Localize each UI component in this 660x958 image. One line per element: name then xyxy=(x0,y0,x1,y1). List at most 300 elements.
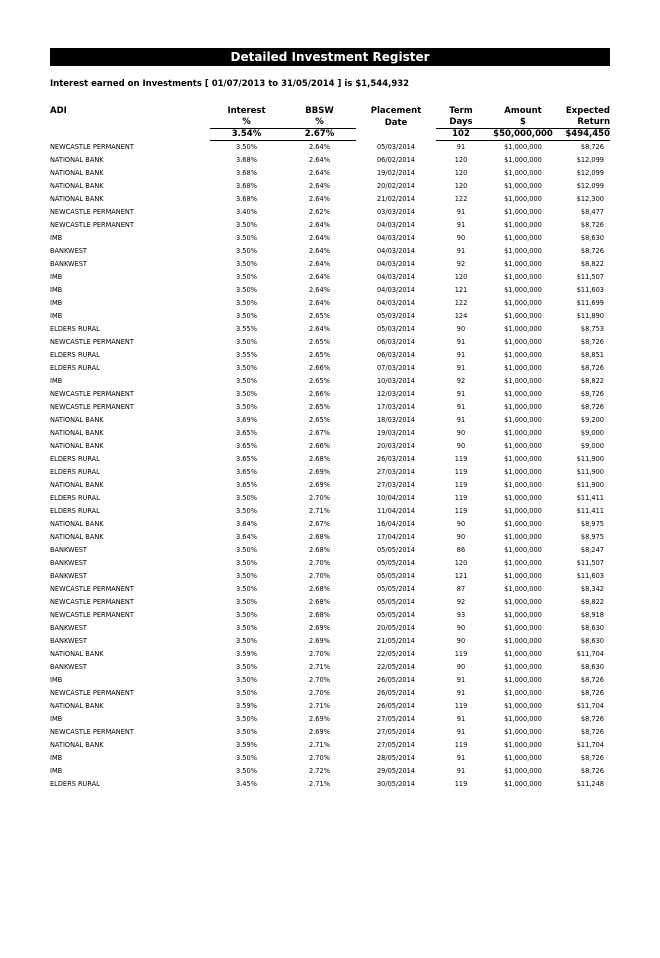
cell-bbsw: 2.68% xyxy=(309,611,330,619)
cell-term-days: 91 xyxy=(456,208,466,216)
cell-placement-date: 04/03/2014 xyxy=(376,273,415,281)
table-row xyxy=(50,193,610,206)
cell-bbsw: 2.68% xyxy=(309,533,330,541)
cell-adi: NEWCASTLE PERMANENT xyxy=(50,598,134,606)
cell-placement-date: 04/03/2014 xyxy=(376,221,415,229)
cell-adi: ELDERS RURAL xyxy=(50,364,100,372)
cell-adi: NATIONAL BANK xyxy=(50,429,104,437)
cell-placement-date: 27/05/2014 xyxy=(376,741,415,749)
cell-bbsw: 2.71% xyxy=(309,507,330,515)
cell-expected-return: $8,851 xyxy=(580,351,604,359)
column-header-bbsw: BBSW xyxy=(305,106,334,116)
cell-placement-date: 05/05/2014 xyxy=(376,598,415,606)
cell-term-days: 86 xyxy=(456,546,466,554)
cell-amount: $1,000,000 xyxy=(504,390,542,398)
cell-adi: NATIONAL BANK xyxy=(50,520,104,528)
cell-term-days: 90 xyxy=(456,624,466,632)
cell-amount: $1,000,000 xyxy=(504,403,542,411)
cell-interest: 3.50% xyxy=(236,767,257,775)
cell-interest: 3.50% xyxy=(236,377,257,385)
table-row xyxy=(50,674,610,687)
cell-bbsw: 2.70% xyxy=(309,689,330,697)
interest-summary-text: Interest earned on Investments [ 01/07/2013 to 31/05/2014 ] is $1,544,932 xyxy=(50,79,410,89)
cell-expected-return: $9,000 xyxy=(580,442,604,450)
cell-interest: 3.50% xyxy=(236,715,257,723)
cell-bbsw: 2.65% xyxy=(309,351,330,359)
cell-expected-return: $8,726 xyxy=(580,143,604,151)
cell-expected-return: $9,000 xyxy=(580,429,604,437)
cell-amount: $1,000,000 xyxy=(504,299,542,307)
column-header-adi-sub xyxy=(50,117,210,129)
cell-term-days: 90 xyxy=(456,533,466,541)
cell-term-days: 91 xyxy=(456,338,466,346)
cell-interest: 3.50% xyxy=(236,598,257,606)
cell-placement-date: 26/05/2014 xyxy=(376,702,415,710)
column-header-term-days: Days xyxy=(449,117,473,127)
table-row xyxy=(50,648,610,661)
cell-term-days: 91 xyxy=(456,364,466,372)
cell-placement-date: 26/03/2014 xyxy=(376,455,415,463)
cell-adi: NEWCASTLE PERMANENT xyxy=(50,585,134,593)
cell-expected-return: $11,507 xyxy=(576,559,604,567)
table-row xyxy=(50,739,610,752)
cell-bbsw: 2.64% xyxy=(309,221,330,229)
cell-amount: $1,000,000 xyxy=(504,221,542,229)
table-row xyxy=(50,375,610,388)
cell-bbsw: 2.64% xyxy=(309,169,330,177)
cell-adi: BANKWEST xyxy=(50,546,87,554)
cell-expected-return: $8,975 xyxy=(580,533,604,541)
cell-bbsw: 2.68% xyxy=(309,598,330,606)
cell-placement-date: 04/03/2014 xyxy=(376,286,415,294)
cell-amount: $1,000,000 xyxy=(504,351,542,359)
cell-interest: 3.45% xyxy=(236,780,257,788)
table-row xyxy=(50,726,610,739)
cell-expected-return: $8,477 xyxy=(580,208,604,216)
cell-adi: IMB xyxy=(50,234,63,242)
cell-bbsw: 2.70% xyxy=(309,572,330,580)
column-header-placement-date: Date xyxy=(384,117,408,128)
table-row xyxy=(50,401,610,414)
cell-amount: $1,000,000 xyxy=(504,728,542,736)
cell-expected-return: $8,630 xyxy=(580,663,604,671)
cell-interest: 3.50% xyxy=(236,221,257,229)
column-header-adi: ADI xyxy=(50,106,67,116)
cell-interest: 3.50% xyxy=(236,299,257,307)
cell-placement-date: 12/03/2014 xyxy=(376,390,415,398)
cell-adi: IMB xyxy=(50,299,63,307)
cell-interest: 3.50% xyxy=(236,286,257,294)
cell-term-days: 119 xyxy=(454,702,468,710)
table-row xyxy=(50,232,610,245)
cell-placement-date: 04/03/2014 xyxy=(376,260,415,268)
table-row xyxy=(50,388,610,401)
cell-placement-date: 27/05/2014 xyxy=(376,715,415,723)
cell-term-days: 119 xyxy=(454,650,468,658)
summary-blank-date xyxy=(356,129,436,141)
cell-placement-date: 04/03/2014 xyxy=(376,234,415,242)
cell-placement-date: 05/03/2014 xyxy=(376,312,415,320)
cell-adi: NATIONAL BANK xyxy=(50,481,104,489)
cell-placement-date: 05/05/2014 xyxy=(376,546,415,554)
cell-adi: NEWCASTLE PERMANENT xyxy=(50,142,134,151)
cell-adi: IMB xyxy=(50,312,63,320)
cell-term-days: 124 xyxy=(454,312,468,320)
cell-expected-return: $8,726 xyxy=(580,247,604,255)
summary-amount: $50,000,000 xyxy=(486,129,560,141)
cell-interest: 3.59% xyxy=(236,702,257,710)
cell-adi: IMB xyxy=(50,676,63,684)
cell-interest: 3.50% xyxy=(236,637,257,645)
cell-bbsw: 2.62% xyxy=(309,208,330,216)
cell-placement-date: 21/02/2014 xyxy=(376,195,415,203)
cell-bbsw: 2.65% xyxy=(309,338,330,346)
cell-expected-return: $12,099 xyxy=(576,169,604,177)
cell-interest: 3.50% xyxy=(236,364,257,372)
cell-bbsw: 2.69% xyxy=(309,637,330,645)
cell-term-days: 91 xyxy=(456,247,466,255)
cell-amount: $1,000,000 xyxy=(504,533,542,541)
cell-bbsw: 2.65% xyxy=(309,416,330,424)
cell-placement-date: 10/04/2014 xyxy=(376,494,415,502)
table-row xyxy=(50,479,610,492)
cell-interest: 3.50% xyxy=(236,234,257,242)
cell-amount: $1,000,000 xyxy=(504,234,542,242)
table-row xyxy=(50,557,610,570)
cell-expected-return: $11,900 xyxy=(576,468,604,476)
cell-interest: 3.65% xyxy=(236,481,257,489)
cell-amount: $1,000,000 xyxy=(504,247,542,255)
cell-bbsw: 2.64% xyxy=(309,286,330,294)
cell-term-days: 119 xyxy=(454,455,468,463)
cell-placement-date: 20/02/2014 xyxy=(376,182,415,190)
cell-placement-date: 29/05/2014 xyxy=(376,767,415,775)
cell-placement-date: 05/03/2014 xyxy=(376,325,415,333)
cell-expected-return: $8,726 xyxy=(580,715,604,723)
cell-bbsw: 2.64% xyxy=(309,299,330,307)
cell-interest: 3.50% xyxy=(236,390,257,398)
table-row xyxy=(50,544,610,557)
investment-register-table xyxy=(50,106,610,791)
cell-placement-date: 20/03/2014 xyxy=(376,442,415,450)
cell-term-days: 90 xyxy=(456,442,466,450)
cell-placement-date: 03/03/2014 xyxy=(376,208,415,216)
cell-interest: 3.59% xyxy=(236,741,257,749)
cell-interest: 3.64% xyxy=(236,533,257,541)
cell-term-days: 119 xyxy=(454,507,468,515)
cell-expected-return: $8,822 xyxy=(580,260,604,268)
cell-adi: ELDERS RURAL xyxy=(50,468,100,476)
cell-expected-return: $8,726 xyxy=(580,364,604,372)
cell-bbsw: 2.70% xyxy=(309,754,330,762)
column-header-return-sub: Return xyxy=(577,117,610,127)
cell-term-days: 90 xyxy=(456,520,466,528)
cell-term-days: 90 xyxy=(456,325,466,333)
cell-expected-return: $11,603 xyxy=(576,286,604,294)
cell-term-days: 121 xyxy=(454,572,468,580)
cell-adi: NEWCASTLE PERMANENT xyxy=(50,338,134,346)
cell-amount: $1,000,000 xyxy=(504,286,542,294)
table-row xyxy=(50,687,610,700)
cell-adi: NEWCASTLE PERMANENT xyxy=(50,689,134,697)
cell-placement-date: 05/05/2014 xyxy=(376,585,415,593)
cell-term-days: 91 xyxy=(456,689,466,697)
cell-expected-return: $11,900 xyxy=(576,455,604,463)
cell-term-days: 120 xyxy=(454,559,468,567)
cell-amount: $1,000,000 xyxy=(504,416,542,424)
cell-term-days: 91 xyxy=(456,221,466,229)
cell-amount: $1,000,000 xyxy=(504,481,542,489)
cell-term-days: 119 xyxy=(454,481,468,489)
cell-amount: $1,000,000 xyxy=(504,559,542,567)
cell-expected-return: $11,704 xyxy=(576,702,604,710)
cell-placement-date: 27/05/2014 xyxy=(376,728,415,736)
column-header-bbsw-unit: % xyxy=(315,117,324,127)
cell-expected-return: $8,726 xyxy=(580,403,604,411)
cell-term-days: 119 xyxy=(454,741,468,749)
table-row xyxy=(50,609,610,622)
cell-adi: NATIONAL BANK xyxy=(50,702,104,710)
cell-placement-date: 11/04/2014 xyxy=(376,507,415,515)
table-row xyxy=(50,297,610,310)
cell-expected-return: $8,726 xyxy=(580,728,604,736)
summary-row xyxy=(50,129,610,141)
cell-amount: $1,000,000 xyxy=(504,624,542,632)
cell-bbsw: 2.64% xyxy=(309,156,330,164)
cell-interest: 3.50% xyxy=(236,260,257,268)
cell-adi: NATIONAL BANK xyxy=(50,182,104,190)
cell-term-days: 90 xyxy=(456,429,466,437)
cell-placement-date: 17/04/2014 xyxy=(376,533,415,541)
cell-expected-return: $8,822 xyxy=(580,598,604,606)
cell-bbsw: 2.67% xyxy=(309,429,330,437)
table-row xyxy=(50,492,610,505)
cell-term-days: 91 xyxy=(456,728,466,736)
table-row xyxy=(50,596,610,609)
cell-adi: NEWCASTLE PERMANENT xyxy=(50,611,134,619)
table-row xyxy=(50,765,610,778)
table-row xyxy=(50,622,610,635)
cell-interest: 3.65% xyxy=(236,442,257,450)
cell-placement-date: 30/05/2014 xyxy=(376,780,415,788)
cell-amount: $1,000,000 xyxy=(504,143,542,151)
cell-expected-return: $8,630 xyxy=(580,637,604,645)
cell-expected-return: $11,507 xyxy=(576,273,604,281)
summary-return: $494,450 xyxy=(560,129,610,141)
cell-amount: $1,000,000 xyxy=(504,312,542,320)
cell-bbsw: 2.64% xyxy=(309,325,330,333)
cell-bbsw: 2.72% xyxy=(309,767,330,775)
summary-bbsw: 2.67% xyxy=(283,129,356,141)
cell-expected-return: $11,411 xyxy=(576,494,604,502)
cell-placement-date: 17/03/2014 xyxy=(376,403,415,411)
cell-bbsw: 2.68% xyxy=(309,455,330,463)
table-row xyxy=(50,336,610,349)
table-row xyxy=(50,245,610,258)
cell-adi: IMB xyxy=(50,767,63,775)
cell-placement-date: 06/03/2014 xyxy=(376,338,415,346)
cell-placement-date: 26/05/2014 xyxy=(376,676,415,684)
cell-bbsw: 2.69% xyxy=(309,468,330,476)
cell-amount: $1,000,000 xyxy=(504,702,542,710)
column-header-placement: Placement xyxy=(370,106,422,116)
cell-placement-date: 07/03/2014 xyxy=(376,364,415,372)
cell-term-days: 120 xyxy=(454,156,468,164)
cell-expected-return: $11,900 xyxy=(576,481,604,489)
cell-bbsw: 2.69% xyxy=(309,728,330,736)
cell-bbsw: 2.71% xyxy=(309,741,330,749)
table-row xyxy=(50,713,610,726)
cell-bbsw: 2.64% xyxy=(309,260,330,268)
cell-adi: NATIONAL BANK xyxy=(50,533,104,541)
cell-term-days: 87 xyxy=(456,585,466,593)
cell-bbsw: 2.64% xyxy=(309,273,330,281)
cell-interest: 3.50% xyxy=(236,507,257,515)
cell-bbsw: 2.64% xyxy=(309,195,330,203)
cell-adi: ELDERS RURAL xyxy=(50,780,100,788)
table-row xyxy=(50,167,610,180)
cell-adi: IMB xyxy=(50,286,63,294)
cell-bbsw: 2.70% xyxy=(309,559,330,567)
cell-expected-return: $8,726 xyxy=(580,689,604,697)
cell-amount: $1,000,000 xyxy=(504,429,542,437)
cell-expected-return: $8,753 xyxy=(580,325,604,333)
cell-interest: 3.50% xyxy=(236,728,257,736)
cell-amount: $1,000,000 xyxy=(504,273,542,281)
cell-term-days: 91 xyxy=(456,676,466,684)
cell-interest: 3.68% xyxy=(236,156,257,164)
cell-interest: 3.50% xyxy=(236,143,257,151)
cell-placement-date: 05/05/2014 xyxy=(376,572,415,580)
cell-interest: 3.40% xyxy=(236,208,257,216)
cell-interest: 3.65% xyxy=(236,429,257,437)
cell-expected-return: $8,726 xyxy=(580,338,604,346)
cell-term-days: 119 xyxy=(454,494,468,502)
cell-placement-date: 05/03/2014 xyxy=(376,142,415,151)
cell-placement-date: 04/03/2014 xyxy=(376,247,415,255)
cell-amount: $1,000,000 xyxy=(504,663,542,671)
column-header-term: Term xyxy=(449,106,473,116)
table-row xyxy=(50,583,610,596)
cell-placement-date: 06/02/2014 xyxy=(376,156,415,164)
cell-amount: $1,000,000 xyxy=(504,741,542,749)
cell-placement-date: 04/03/2014 xyxy=(376,299,415,307)
cell-term-days: 120 xyxy=(454,169,468,177)
cell-adi: NEWCASTLE PERMANENT xyxy=(50,403,134,411)
column-header-amount: Amount xyxy=(504,106,542,116)
cell-expected-return: $8,342 xyxy=(580,585,604,593)
cell-term-days: 122 xyxy=(454,195,468,203)
table-row xyxy=(50,180,610,193)
cell-bbsw: 2.70% xyxy=(309,676,330,684)
cell-bbsw: 2.66% xyxy=(309,442,330,450)
table-row xyxy=(50,349,610,362)
cell-interest: 3.50% xyxy=(236,676,257,684)
table-row xyxy=(50,453,610,466)
table-row xyxy=(50,154,610,167)
cell-amount: $1,000,000 xyxy=(504,208,542,216)
cell-placement-date: 10/03/2014 xyxy=(376,377,415,385)
cell-amount: $1,000,000 xyxy=(504,715,542,723)
cell-bbsw: 2.68% xyxy=(309,546,330,554)
cell-expected-return: $9,200 xyxy=(580,416,604,424)
cell-placement-date: 06/03/2014 xyxy=(376,351,415,359)
cell-amount: $1,000,000 xyxy=(504,338,542,346)
cell-adi: BANKWEST xyxy=(50,247,87,255)
cell-amount: $1,000,000 xyxy=(504,156,542,164)
cell-expected-return: $8,630 xyxy=(580,234,604,242)
cell-adi: NATIONAL BANK xyxy=(50,442,104,450)
cell-adi: NEWCASTLE PERMANENT xyxy=(50,390,134,398)
cell-term-days: 119 xyxy=(454,780,468,788)
cell-bbsw: 2.69% xyxy=(309,624,330,632)
table-row xyxy=(50,778,610,791)
cell-adi: BANKWEST xyxy=(50,637,87,645)
cell-placement-date: 22/05/2014 xyxy=(376,650,415,658)
table-row xyxy=(50,427,610,440)
cell-bbsw: 2.71% xyxy=(309,780,330,788)
cell-amount: $1,000,000 xyxy=(504,754,542,762)
table-body xyxy=(50,141,610,792)
cell-placement-date: 22/05/2014 xyxy=(376,663,415,671)
cell-bbsw: 2.65% xyxy=(309,312,330,320)
cell-adi: NEWCASTLE PERMANENT xyxy=(50,728,134,736)
cell-term-days: 120 xyxy=(454,182,468,190)
cell-placement-date: 27/03/2014 xyxy=(376,468,415,476)
table-row xyxy=(50,258,610,271)
cell-adi: BANKWEST xyxy=(50,663,87,671)
cell-term-days: 91 xyxy=(456,351,466,359)
cell-amount: $1,000,000 xyxy=(504,611,542,619)
cell-interest: 3.50% xyxy=(236,559,257,567)
cell-term-days: 90 xyxy=(456,637,466,645)
cell-bbsw: 2.71% xyxy=(309,663,330,671)
cell-expected-return: $8,918 xyxy=(580,611,604,619)
cell-amount: $1,000,000 xyxy=(504,650,542,658)
cell-adi: BANKWEST xyxy=(50,260,87,268)
cell-adi: NATIONAL BANK xyxy=(50,195,104,203)
cell-placement-date: 27/03/2014 xyxy=(376,481,415,489)
cell-amount: $1,000,000 xyxy=(504,364,542,372)
cell-bbsw: 2.68% xyxy=(309,585,330,593)
column-header-interest-unit: % xyxy=(242,117,251,127)
cell-interest: 3.50% xyxy=(236,546,257,554)
cell-expected-return: $11,603 xyxy=(576,572,604,580)
cell-amount: $1,000,000 xyxy=(504,598,542,606)
table-row xyxy=(50,323,610,336)
cell-interest: 3.50% xyxy=(236,611,257,619)
cell-adi: ELDERS RURAL xyxy=(50,351,100,359)
cell-adi: ELDERS RURAL xyxy=(50,455,100,463)
cell-bbsw: 2.71% xyxy=(309,702,330,710)
cell-bbsw: 2.64% xyxy=(309,143,330,151)
table-row xyxy=(50,206,610,219)
cell-expected-return: $12,099 xyxy=(576,156,604,164)
cell-interest: 3.50% xyxy=(236,585,257,593)
cell-amount: $1,000,000 xyxy=(504,676,542,684)
cell-placement-date: 26/05/2014 xyxy=(376,689,415,697)
cell-interest: 3.50% xyxy=(236,338,257,346)
cell-amount: $1,000,000 xyxy=(504,507,542,515)
cell-adi: ELDERS RURAL xyxy=(50,494,100,502)
cell-expected-return: $11,704 xyxy=(576,650,604,658)
table-row xyxy=(50,518,610,531)
cell-placement-date: 05/05/2014 xyxy=(376,611,415,619)
cell-expected-return: $8,726 xyxy=(580,221,604,229)
cell-interest: 3.68% xyxy=(236,169,257,177)
cell-amount: $1,000,000 xyxy=(504,767,542,775)
cell-adi: NATIONAL BANK xyxy=(50,650,104,658)
